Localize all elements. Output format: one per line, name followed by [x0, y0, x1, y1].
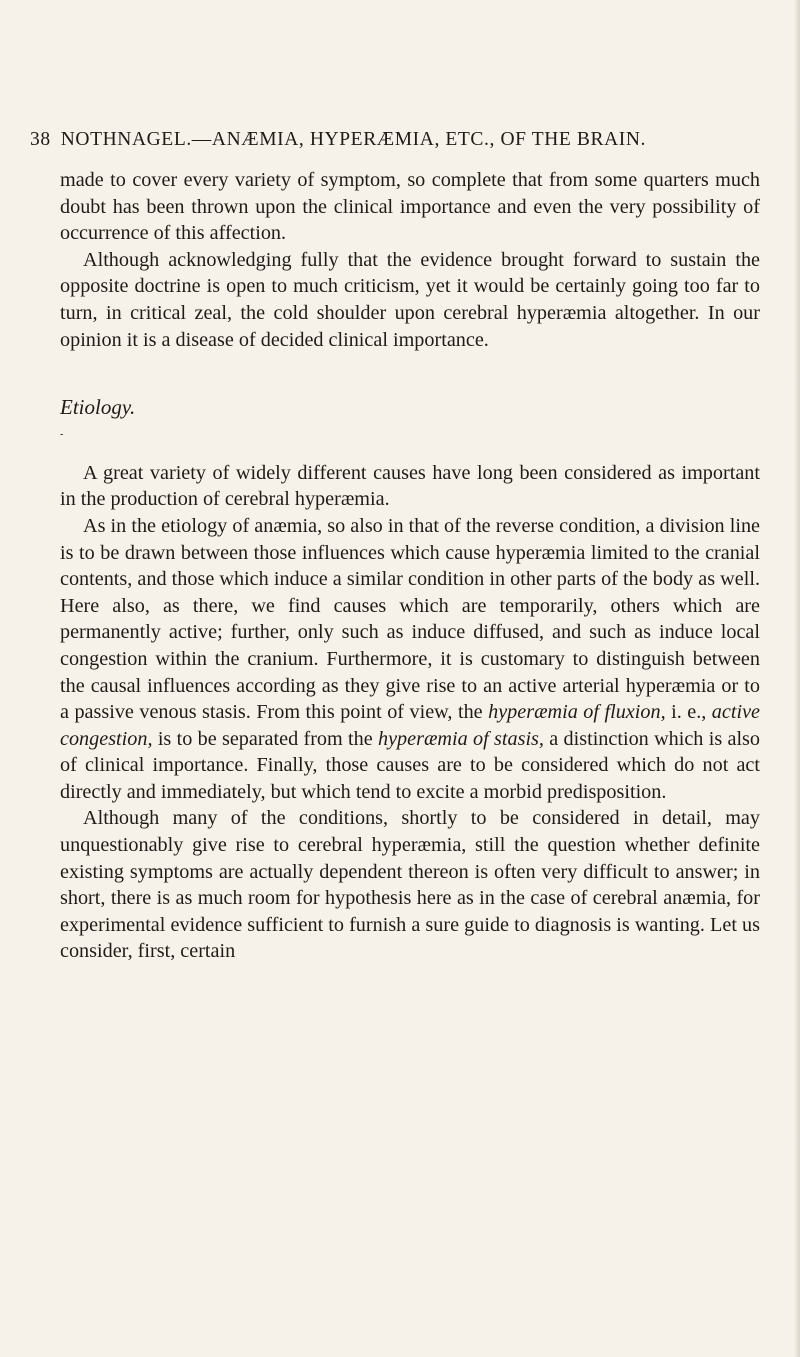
page-edge-shadow [794, 0, 800, 1357]
section-heading-etiology: Etiology. [60, 395, 136, 420]
term-hyperaemia-of-stasis: hyperæmia of stasis, [378, 727, 544, 750]
paragraph-hypothesis: Although many of the conditions, shortly to be considered in detail, may unquestionably give rise to cerebral hyperæmia, still the question whether definite existing symptoms are actually dependent thereon is often very difficult to answer; in short, there is as much room for hypothesis here as in the case of cerebral anæmia, for experimental evidence sufficient to furnish a sure guide to diagnosis is wanting. Let us consider, first, certain [60, 807, 760, 963]
running-title: NOTHNAGEL.—ANÆMIA, HYPERÆMIA, ETC., OF THE BRAIN. [60, 129, 647, 150]
paragraph-critical-zeal: Although acknowledging fully that the evidence brought forward to sustain the opposite doctrine is open to much criticism, yet it would be certainly going too far to turn, in critical zeal, the cold shoulder upon cerebral hyperæmia altogether. In our opinion it is a disease of decided clinical importance. [60, 248, 760, 351]
term-hyperaemia-of-fluxion: hyperæmia of fluxion, [488, 701, 666, 724]
body-text [60, 167, 760, 965]
paragraph-division-line-text-4: a distinction which is also of clinical importance. Finally, those causes are to be considered which do not act directly and immediately, but which tend to excite a morbid predisposition. [60, 727, 760, 803]
heading-ornament: - [60, 428, 64, 440]
page-number: 38 [30, 129, 51, 150]
paragraph-causes: A great variety of widely different causes have long been considered as important in the production of cerebral hyperæmia. [60, 461, 760, 511]
paragraph-continuation: made to cover every variety of symptom, so complete that from some quarters much doubt has been thrown upon the clinical importance and even the very possibility of occurrence of this affection. [60, 169, 760, 245]
paragraph-division-line-text-3: is to be separated from the [152, 727, 378, 750]
paragraph-division-line-text-1: As in the etiology of anæmia, so also in that of the reverse condition, a division line is to be drawn between those influences which cause hyperæmia limited to the cranial contents, and those which induce a similar condition in other parts of the body as well. Here also, as there, we find causes which are temporarily, others which are permanently active; further, only such as induce diffused, and such as induce local congestion within the cranium. Furthermore, it is customary to distinguish between the causal influences according as they give rise to an active arterial hyperæmia or to a passive venous stasis. From this point of view, the [60, 514, 760, 724]
paragraph-division-line-text-2: i. e., [665, 701, 712, 724]
paragraph-division-line [60, 513, 760, 806]
running-head [30, 129, 770, 151]
term-active-congestion: active congestion, [60, 701, 760, 750]
